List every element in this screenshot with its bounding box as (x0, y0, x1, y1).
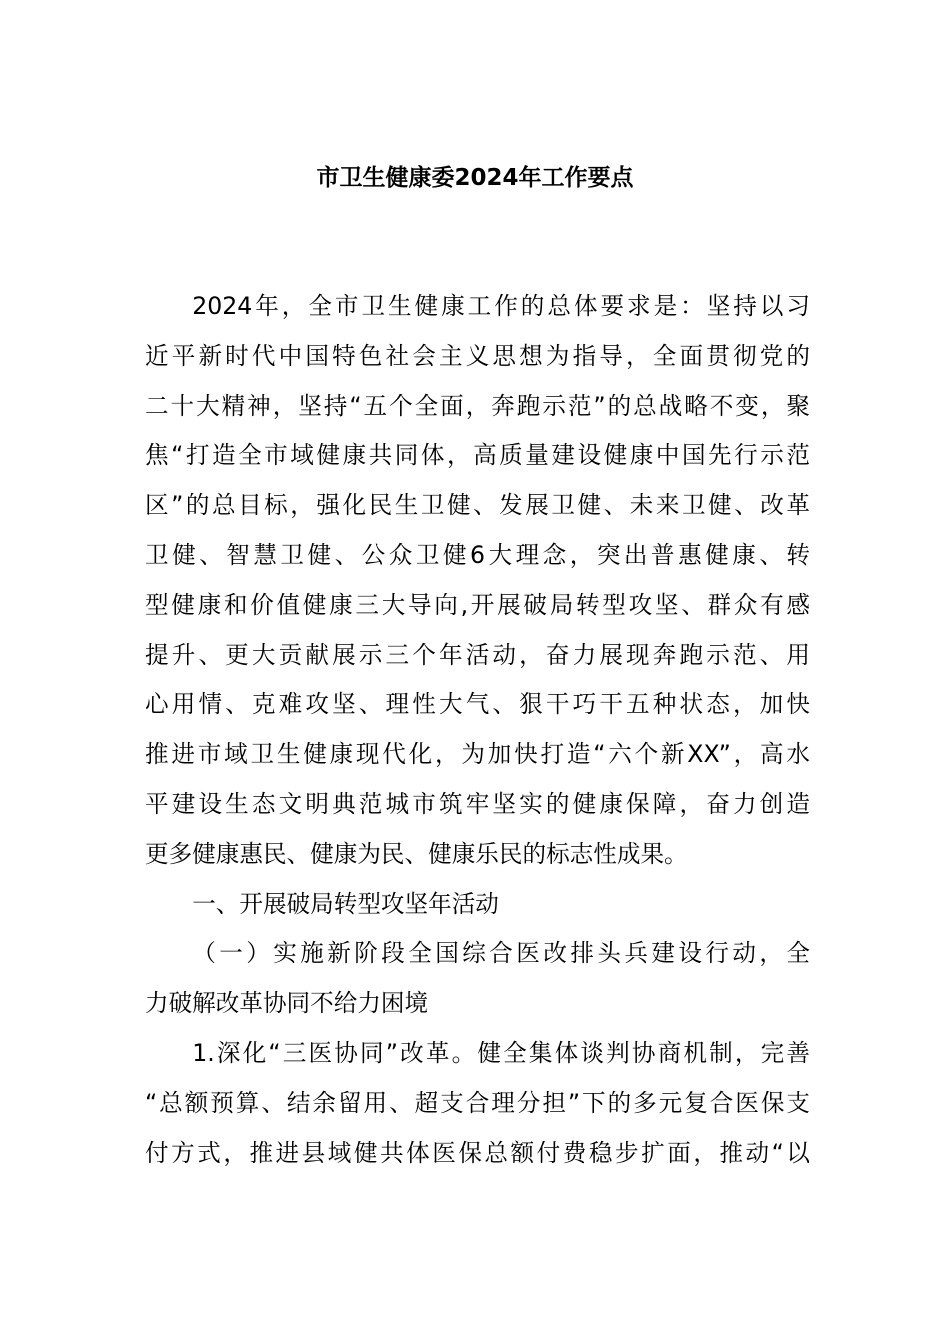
item-paragraph (145, 1029, 810, 1178)
intro-paragraph (145, 282, 810, 880)
document-title: 市卫生健康委2024年工作要点 (316, 165, 634, 191)
text-line: “总额预算、结余留用、超支合理分担”下的多元复合医保支 (145, 1088, 810, 1117)
section-heading (145, 880, 810, 930)
text-line: 2024年，全市卫生健康工作的总体要求是：坚持以习 (192, 292, 810, 320)
text-line: 二十大精神，坚持“五个全面，奔跑示范”的总战略不变，聚 (145, 391, 810, 420)
text-line: 焦“打造全市域健康共同体，高质量建设健康中国先行示范 (145, 441, 810, 470)
text-line: 卫健、智慧卫健、公众卫健6大理念，突出普惠健康、转 (145, 540, 810, 569)
text-line: 力破解改革协同不给力困境 (145, 989, 429, 1018)
text-line: 平建设生态文明典范城市筑牢坚实的健康保障，奋力创造 (145, 789, 810, 818)
text-line: 更多健康惠民、健康为民、健康乐民的标志性成果。 (145, 839, 688, 868)
text-line: 近平新时代中国特色社会主义思想为指导，全面贯彻党的 (145, 341, 810, 370)
text-line: 提升、更大贡献展示三个年活动，奋力展现奔跑示范、用 (145, 640, 810, 669)
text-line: 一、开展破局转型攻坚年活动 (192, 889, 499, 918)
text-line: 型健康和价值健康三大导向,开展破局转型攻坚、群众有感 (145, 590, 810, 619)
text-line: 心用情、克难攻坚、理性大气、狠干巧干五种状态，加快 (145, 690, 810, 719)
text-line: （一）实施新阶段全国综合医改排头兵建设行动，全 (192, 939, 810, 968)
subsection-heading (145, 929, 810, 1029)
text-line: 1.深化“三医协同”改革。健全集体谈判协商机制，完善 (192, 1038, 810, 1067)
text-line: 推进市域卫生健康现代化，为加快打造“六个新XX”，高水 (145, 740, 810, 769)
document-body (145, 282, 810, 1178)
text-line: 付方式，推进县域健共体医保总额付费稳步扩面，推动“以 (145, 1138, 810, 1167)
text-line: 区”的总目标，强化民生卫健、发展卫健、未来卫健、改革 (145, 491, 810, 520)
